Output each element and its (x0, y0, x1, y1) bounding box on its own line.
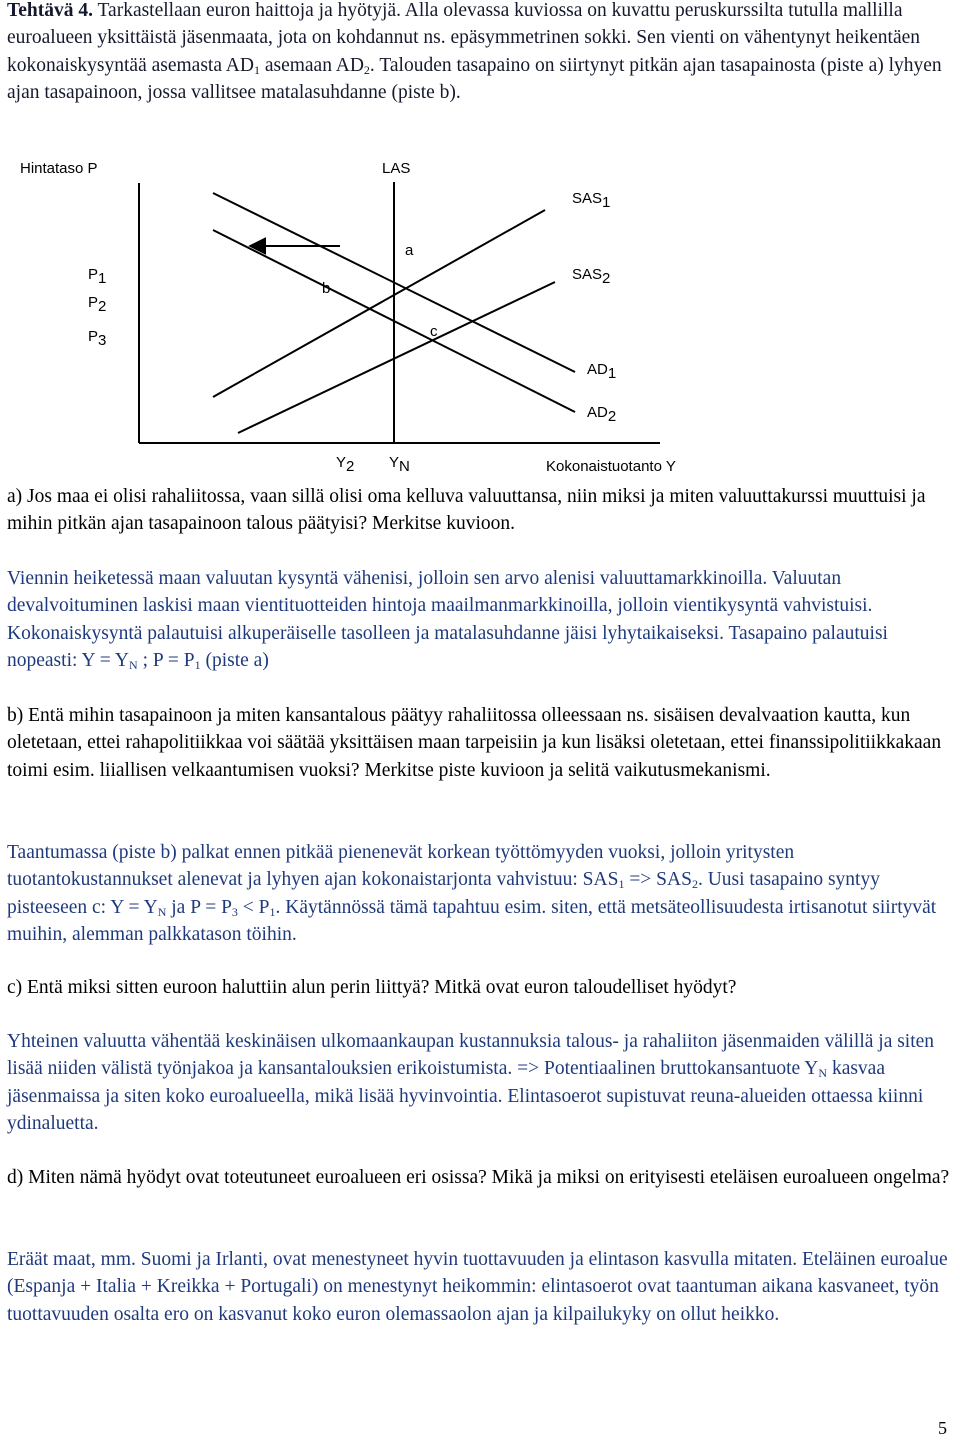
y-axis-label: Hintataso P (20, 160, 98, 177)
answer-a-text-1: Viennin heiketessä maan valuutan kysyntä vähenisi, jolloin sen arvo alenisi valuuttamarkkinoilla. Valuutan devalvoituminen laskisi maan vientituotteiden hintoja maailmanmarkkinoilla, jolloin vientikysyntä vahvistuisi. Kokonaiskysyntä palautuisi alkuperäiselle tasolleen ja matalasuhdanne jäisi lyhytaikaiseksi. Tasapaino palautuisi nopeasti: Y = Y (7, 568, 888, 672)
intro-text-3: . Talouden tasapaino on siirtynyt pitkän ajan tasapainosta (piste a) lyhyen ajan tasapainoon, jossa vallitsee matalasuhdanne (piste b). (7, 54, 942, 104)
answer-b-sub-5: 1 (269, 904, 276, 919)
ad1-label: AD1 (587, 361, 617, 382)
point-c-label: c (430, 323, 438, 340)
ad2-label: AD2 (587, 404, 617, 425)
answer-b (7, 839, 957, 949)
task-heading: Tehtävä 4. (7, 0, 93, 21)
sas2-label: SAS2 (572, 266, 611, 287)
intro-paragraph (7, 0, 957, 107)
las-label: LAS (382, 160, 411, 177)
page-number: 5 (938, 1418, 947, 1438)
answer-c (7, 1028, 957, 1138)
question-c: c) Entä miksi sitten euroon haluttiin alun perin liittyä? Mitkä ovat euron taloudelliset hyödyt? (7, 977, 737, 998)
x-axis-label: Kokonaistuotanto Y (546, 458, 676, 475)
p1-label: P1 (88, 266, 107, 287)
p3-label: P3 (88, 328, 107, 349)
p2-label: P2 (88, 294, 107, 315)
intro-text-2: asemaan AD (259, 54, 364, 76)
answer-b-sub-3: N (157, 904, 167, 919)
ad-as-diagram (0, 150, 960, 480)
answer-b-sub-2: 2 (691, 877, 698, 892)
answer-c-text-2: kasvaa jäsenmaissa ja siten koko euroalueella, mikä lisää hyvinvointia. Elintasoerot supistuvat reuna-alueiden ottaessa kiinni ydinaluetta. (7, 1058, 924, 1135)
point-a-label: a (405, 242, 414, 259)
answer-b-text-3: . Uusi tasapaino syntyy pisteeseen c: Y = Y (7, 869, 880, 918)
answer-a (7, 565, 957, 675)
answer-b-text-6: . Käytännössä tämä tapahtuu esim. siten, että metsäteollisuudesta irtisanotut siirtyvät muihin, alemman palkkatason töihin. (7, 896, 937, 946)
question-b: b) Entä mihin tasapainoon ja miten kansantalous päätyy rahaliitossa olleessaan ns. sisäisen devalvaation kautta, kun oletetaan, ettei rahapolitiikkaa voi säätää yksittäisen maan tarpeisiin ja kun lisäksi oletetaan, ettei finanssipolitiikkakaan toimi esim. liiallisen velkaantumisen vuoksi? Merkitse piste kuvioon ja selitä vaikutusmekanismi. (7, 705, 942, 781)
sas1-curve (213, 210, 545, 397)
intro-sub-2: 2 (363, 62, 370, 77)
answer-a-sub-1: N (129, 658, 138, 673)
intro-text-1: Tarkastellaan euron haittoja ja hyötyjä. Alla olevassa kuviossa on kuvattu peruskurssilta tutulla mallilla euroalueen yksittäistä jäsenmaata, jota on kohdannut ns. epäsymmetrinen sokki. Sen vienti on vähentynyt heikentäen kokonaiskysyntää asemasta AD (7, 0, 921, 76)
answer-c-sub-1: N (818, 1066, 828, 1081)
answer-c-text-1: Yhteinen valuutta vähentää keskinäisen ulkomaankaupan kustannuksia talous- ja rahaliiton jäsenmaiden välillä ja siten lisää niiden välistä työnjakoa ja kansantalouksien erikoistumista. => Potentiaalinen bruttokansantuote Y (7, 1031, 935, 1080)
sas2-curve (238, 282, 555, 433)
answer-b-text-2: => SAS (624, 869, 692, 891)
answer-b-text-5: < P (237, 896, 270, 918)
yn-label: YN (389, 454, 410, 475)
answer-b-sub-4: 3 (231, 904, 238, 919)
answer-b-text-4: ja P = P (166, 896, 232, 918)
sas1-label: SAS1 (572, 190, 611, 211)
intro-sub-1: 1 (253, 62, 260, 77)
question-a: a) Jos maa ei olisi rahaliitossa, vaan sillä olisi oma kelluva valuuttansa, niin miksi ja miten valuuttakurssi muuttuisi ja mihin pitkän ajan tasapainoon talous päätyisi? Merkitse kuvioon. (7, 486, 926, 535)
answer-a-text-3: (piste a) (200, 650, 269, 672)
answer-a-sub-2: 1 (194, 658, 201, 673)
point-b-label: b (322, 280, 331, 297)
answer-a-text-2: ; P = P (137, 650, 195, 672)
answer-b-text-1: Taantumassa (piste b) palkat ennen pitkää pienenevät korkean työttömyyden vuoksi, jolloin yritysten tuotantokustannukset alenevat ja lyhyen ajan kokonaistarjonta vahvistuu: SAS (7, 842, 795, 891)
y2-label: Y2 (336, 454, 355, 475)
question-d: d) Miten nämä hyödyt ovat toteutuneet euroalueen eri osissa? Mikä ja miksi on erityisesti eteläisen euroalueen ongelma? (7, 1167, 950, 1188)
answer-d: Eräät maat, mm. Suomi ja Irlanti, ovat menestyneet hyvin tuottavuuden ja elintason kasvulla mitaten. Eteläinen euroalue (Espanja + Italia + Kreikka + Portugali) on menestynyt heikommin: elintasoerot ovat taantuman aikana kasvaneet, työn tuottavuuden osalta ero on kasvanut koko euron olemassaolon ajan ja kilpailukyky on ollut heikko. (7, 1249, 948, 1325)
answer-b-sub-1: 1 (618, 877, 625, 892)
